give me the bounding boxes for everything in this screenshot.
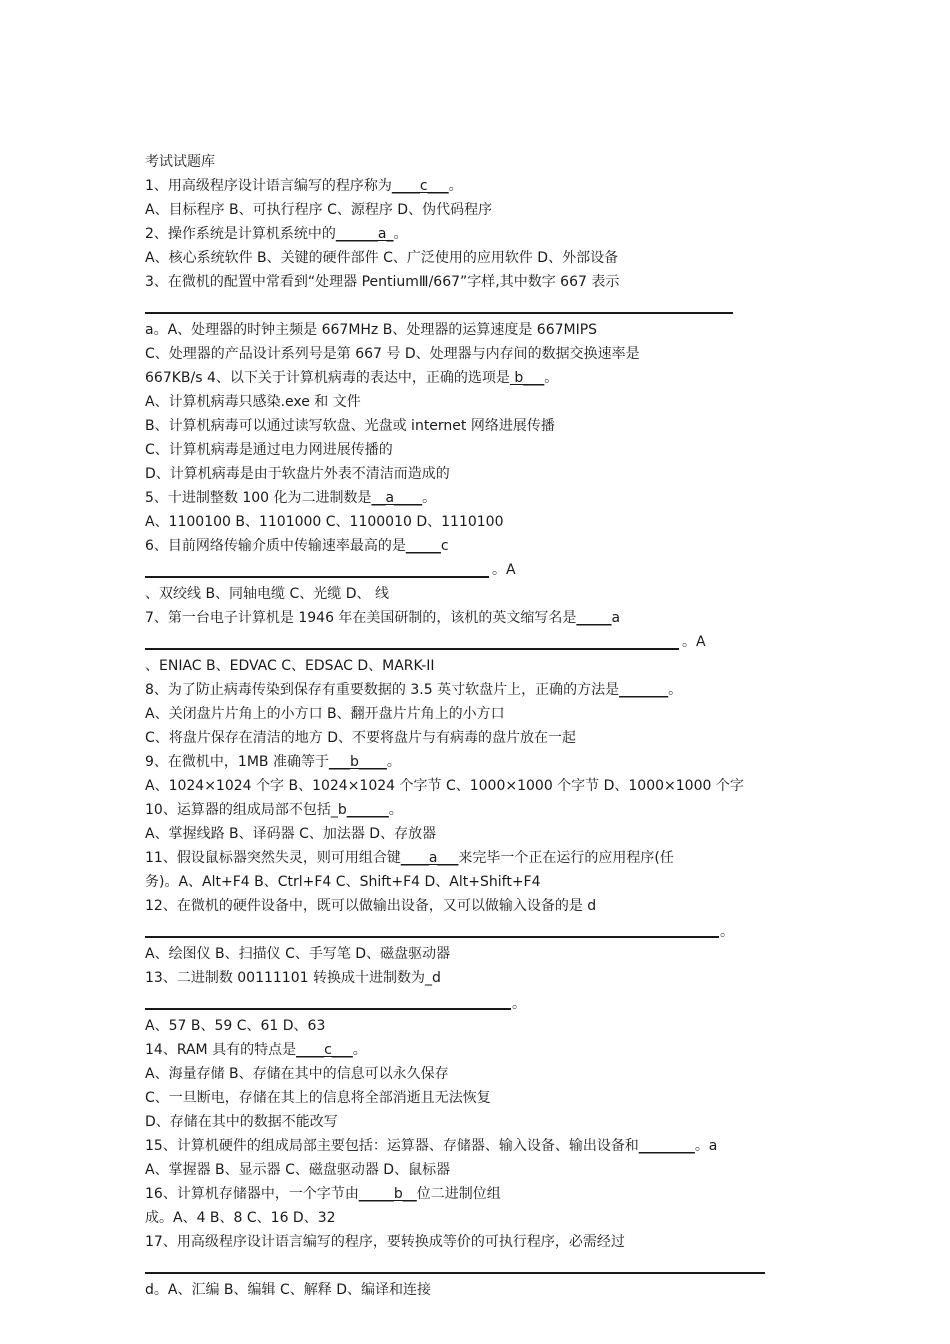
answer-blank: _____ [405,538,441,554]
question-7-tail: 。A [682,634,706,650]
options-17: d。A、汇编 B、编辑 C、解释 D、编译和连接 [145,1282,431,1298]
question-11: 11、假设鼠标器突然失灵，则可用组合键____a___来完毕一个正在运行的应用程序(任 [145,850,674,866]
question-12-tail: 。 [720,924,734,940]
answer-line [145,312,733,314]
answer-line [145,576,489,578]
answer-blank: b___ [509,370,545,386]
answer-line [145,648,679,650]
answer-line [145,1272,765,1274]
question-15: 15、计算机硬件的组成局部主要包括：运算器、存储器、输入设备、输出设备和________。a [145,1138,718,1154]
question-6: 6、目前网络传输介质中传输速率最高的是_____c [145,538,449,554]
options-10: A、掌握线路 B、译码器 C、加法器 D、存放器 [145,826,437,842]
question-10: 10、运算器的组成局部不包括_b______。 [145,802,403,818]
options-3a: a。A、处理器的时钟主频是 667MHz B、处理器的运算速度是 667MIPS [145,322,598,338]
option-14c: D、存储在其中的数据不能改写 [145,1114,338,1130]
question-16: 16、计算机存储器中，一个字节由_____b__位二进制位组 [145,1186,501,1202]
question-2: 2、操作系统是计算机系统中的______a_。 [145,226,408,242]
options-15: A、掌握器 B、显示器 C、磁盘驱动器 D、鼠标器 [145,1162,451,1178]
options-3b: C、处理器的产品设计系列号是第 667 号 D、处理器与内存间的数据交换速率是 [145,346,640,362]
options-5: A、1100100 B、1101000 C、1100010 D、1110100 [145,514,504,530]
question-6-tail: 。A [492,562,516,578]
options-9: A、1024×1024 个字 B、1024×1024 个字节 C、1000×1000 个字节 D、1000×1000 个字 [145,778,744,794]
answer-blank: ____c___ [391,178,449,194]
option-4d: D、计算机病毒是由于软盘片外表不清洁而造成的 [145,466,450,482]
answer-blank: ____c___ [296,1042,353,1058]
answer-blank: _______ [619,682,669,698]
answer-blank: ______a_ [335,226,394,242]
option-4b: B、计算机病毒可以通过读写软盘、光盘或 internet 网络进展传播 [145,418,555,434]
question-14: 14、RAM 具有的特点是____c___。 [145,1042,367,1058]
answer-blank: ____a___ [400,850,459,866]
answer-blank: ___b____ [328,754,387,770]
question-7: 7、第一台电子计算机是 1946 年在美国研制的，该机的英文缩写名是_____a [145,610,621,626]
question-13: 13、二进制数 00111101 转换成十进制数为_d [145,970,441,986]
options-13: A、57 B、59 C、61 D、63 [145,1018,326,1034]
options-8a: A、关闭盘片片角上的小方口 B、翻开盘片片角上的小方口 [145,706,505,722]
answer-blank: _____ [576,610,612,626]
options-11: 务)。A、Alt+F4 B、Ctrl+F4 C、Shift+F4 D、Alt+Shift+F4 [145,874,541,890]
option-14a: A、海量存储 B、存储在其中的信息可以永久保存 [145,1066,449,1082]
options-2: A、核心系统软件 B、关键的硬件部件 C、广泛使用的应用软件 D、外部设备 [145,250,619,266]
options-8b: C、将盘片保存在清洁的地方 D、不要将盘片与有病毒的盘片放在一起 [145,730,577,746]
question-1: 1、用高级程序设计语言编写的程序称为____c___。 [145,178,463,194]
answer-line [145,1008,511,1010]
options-12: A、绘图仪 B、扫描仪 C、手写笔 D、磁盘驱动器 [145,946,451,962]
question-12: 12、在微机的硬件设备中，既可以做输出设备，又可以做输入设备的是 d [145,898,597,914]
question-13-tail: 。 [512,996,526,1012]
question-4: 667KB/s 4、以下关于计算机病毒的表达中，正确的选项是 b___。 [145,370,559,386]
answer-blank: __a____ [371,490,423,506]
question-5: 5、十进制整数 100 化为二进制数是__a____。 [145,490,437,506]
options-7: 、ENIAC B、EDVAC C、EDSAC D、MARK-II [145,658,435,674]
question-8: 8、为了防止病毒传染到保存有重要数据的 3.5 英寸软盘片上，正确的方法是_______。 [145,682,683,698]
options-6: 、双绞线 B、同轴电缆 C、光缆 D、 线 [145,586,389,602]
question-9: 9、在微机中，1MB 准确等于___b____。 [145,754,401,770]
question-17: 17、用高级程序设计语言编写的程序，要转换成等价的可执行程序，必需经过 [145,1234,625,1250]
question-3: 3、在微机的配置中常看到“处理器 PentiumⅢ/667”字样,其中数字 667 表示 [145,274,620,290]
option-14b: C、一旦断电，存储在其上的信息将全部消逝且无法恢复 [145,1090,491,1106]
options-16: 成。A、4 B、8 C、16 D、32 [145,1210,336,1226]
answer-blank: _____b__ [358,1186,417,1202]
answer-blank: ______ [346,802,389,818]
document-title: 考试试题库 [145,154,215,170]
option-4a: A、计算机病毒只感染.exe 和 文件 [145,394,361,410]
options-1: A、目标程序 B、可执行程序 C、源程序 D、伪代码程序 [145,202,493,218]
option-4c: C、计算机病毒是通过电力网进展传播的 [145,442,393,458]
answer-line [145,936,719,938]
answer-blank: ________ [638,1138,695,1154]
